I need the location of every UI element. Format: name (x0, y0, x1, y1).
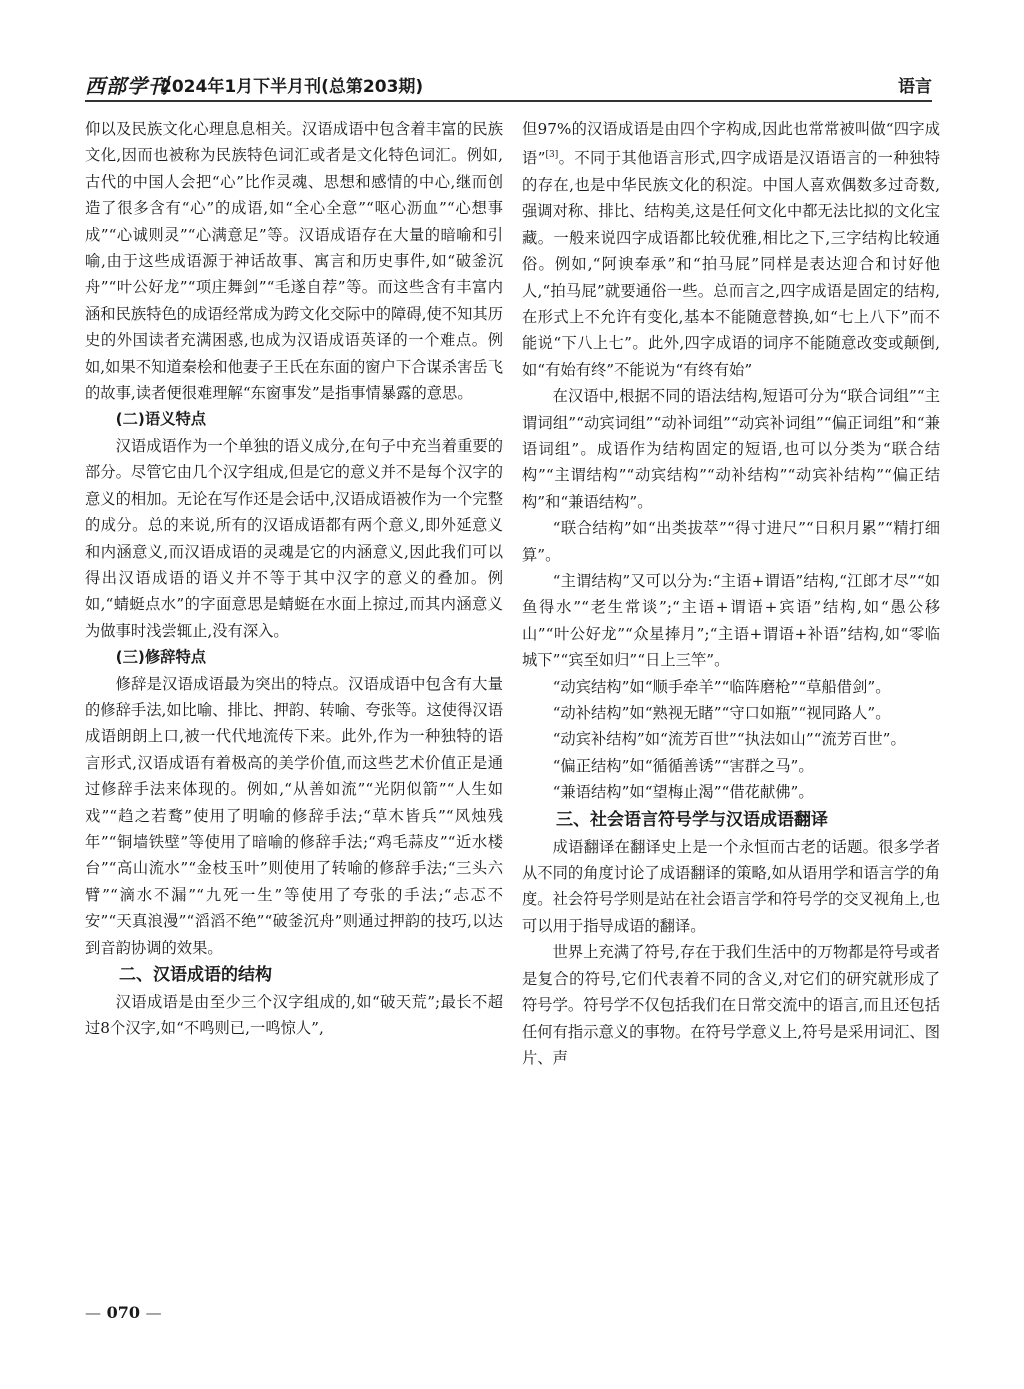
paragraph: “偏正结构”如“循循善诱”“害群之马”。 (552, 756, 814, 775)
paragraph: “兼语结构”如“望梅止渴”“借花献佛”。 (552, 783, 814, 802)
paragraph: 成语翻译在翻译史上是一个永恒而古老的话题。很多学者从不同的角度讨论了成语翻译的策略,如从语用学和语言学的角度。社会符号学则是站在社会语言学和符号学的交叉视角上,也可以用于指导成语的翻译。 (522, 837, 940, 935)
paragraph: 汉语成语作为一个单独的语义成分,在句子中充当着重要的部分。尽管它由几个汉字组成,但是它的意义并不是每个汉字的意义的相加。无论在写作还是会话中,汉语成语被作为一个完整的成分。总的来说,所有的汉语成语都有两个意义,即外延意义和内涵意义,而汉语成语的灵魂是它的内涵意义,因此我们可以得出汉语成语的语义并不等于其中汉字的意义的叠加。例如,“蜻蜓点水”的字面意思是蜻蜓在水面上掠过,而其内涵意义为做事时浅尝辄止,没有深入。 (85, 436, 503, 640)
header-rule (85, 100, 932, 102)
subheading-semantic: (二)语义特点 (115, 410, 207, 429)
page-footer (85, 1303, 162, 1322)
paragraph: “主谓结构”又可以分为:“主语+谓语”结构,“江郎才尽”“如鱼得水”“老生常谈”;“主语+谓语+宾语”结构,如“愚公移山”“叶公好龙”“众星捧月”;“主语+谓语+补语”结构,如“零临城下”“宾至如归”“日上三竿”。 (522, 572, 940, 670)
paragraph: “联合结构”如“出类拔萃”“得寸进尺”“日积月累”“精打细算”。 (522, 519, 940, 564)
paragraph: “动补结构”如“熟视无睹”“守口如瓶”“视同路人”。 (552, 704, 891, 723)
paragraph-text: 但97%的汉语成语是由四个字构成,因此也常常被叫做“四字成语” (522, 120, 940, 168)
paragraph-text: 。不同于其他语言形式,四字成语是汉语语言的一种独特的存在,也是中华民族文化的积淀。中国人喜欢偶数多过奇数,强调对称、排比、结构美,这是任何文化中都无法比拟的文化宝藏。一般来说四字成语都比较优雅,相比之下,三字结构比较通俗。例如,“阿谀奉承”和“拍马屁”同样是表达迎合和讨好他人,“拍马屁”就要通俗一些。总而言之,四字成语是固定的结构,在形式上不允许有变化,基本不能随意替换,如“七上八下”而不能说“下八上七”。此外,四字成语的词序不能随意改变或颠倒,如“有始有终”不能说为“有终有始” (522, 149, 940, 379)
journal-logo: 西部学刊 (85, 74, 169, 98)
citation-marker: [3] (545, 150, 559, 161)
section-heading-structure: 二、汉语成语的结构 (119, 965, 272, 985)
right-column (522, 116, 940, 1071)
paragraph: 仰以及民族文化心理息息相关。汉语成语中包含着丰富的民族文化,因而也被称为民族特色词汇或者是文化特色词汇。例如,古代的中国人会把“心”比作灵魂、思想和感情的中心,继而创造了很多含有“心”的成语,如“全心全意”“呕心沥血”“心想事成”“心诚则灵”“心满意足”等。汉语成语存在大量的暗喻和引喻,由于这些成语源于神话故事、寓言和历史事件,如“破釜沉舟”“叶公好龙”“项庄舞剑”“毛遂自荐”等。而这些含有丰富内涵和民族特色的成语经常成为跨文化交际中的障碍,使不知其历史的外国读者充满困惑,也成为汉语成语英译的一个难点。例如,如果不知道秦桧和他妻子王氏在东面的窗户下合谋杀害岳飞的故事,读者便很难理解“东窗事发”是指事情暴露的意思。 (85, 120, 503, 403)
running-header (85, 68, 932, 98)
paragraph: 世界上充满了符号,存在于我们生活中的万物都是符号或者是复合的符号,它们代表着不同的含义,对它们的研究就形成了符号学。符号学不仅包括我们在日常交流中的语言,而且还包括任何有指示意义的事物。在符号学意义上,符号是采用词汇、图片、声 (522, 943, 940, 1067)
page-number: 070 (106, 1303, 140, 1322)
section-heading-sociosemiotics: 三、社会语言符号学与汉语成语翻译 (556, 809, 828, 830)
paragraph: “动宾补结构”如“流芳百世”“执法如山”“流芳百世”。 (552, 730, 906, 749)
paragraph: 在汉语中,根据不同的语法结构,短语可分为“联合词组”“主谓词组”“动宾词组”“动补词组”“动宾补词组”“偏正词组”和“兼语词组”。成语作为结构固定的短语,也可以分类为“联合结构”“主谓结构”“动宾结构”“动补结构”“动宾补结构”“偏正结构”和“兼语结构”。 (522, 387, 940, 511)
paragraph: 修辞是汉语成语最为突出的特点。汉语成语中包含有大量的修辞手法,如比喻、排比、押韵、转喻、夸张等。这使得汉语成语朗朗上口,被一代代地流传下来。此外,作为一种独特的语言形式,汉语成语有着极高的美学价值,而这些艺术价值正是通过修辞手法来体现的。例如,“从善如流”“光阴似箭”“人生如戏”“趋之若鹜”使用了明喻的修辞手法;“草木皆兵”“风烛残年”“铜墙铁壁”等使用了暗喻的修辞手法;“鸡毛蒜皮”“近水楼台”“高山流水”“金枝玉叶”则使用了转喻的修辞手法;“三头六臂”“滴水不漏”“九死一生”等使用了夸张的手法;“忐忑不安”“天真浪漫”“滔滔不绝”“破釜沉舟”则通过押韵的技巧,以达到音韵协调的效果。 (85, 674, 503, 957)
section-label: 语言 (898, 77, 932, 97)
footer-dash-left: — (85, 1303, 101, 1322)
issue-info: 2024年1月下半月刊(总第203期) (160, 77, 424, 97)
left-column (85, 116, 503, 1042)
subheading-rhetoric: (三)修辞特点 (115, 648, 207, 667)
paragraph (522, 116, 940, 383)
footer-dash-right: — (145, 1303, 162, 1322)
paragraph: 汉语成语是由至少三个汉字组成的,如“破天荒”;最长不超过8个汉字,如“不鸣则已,一鸣惊人”, (85, 993, 503, 1038)
paragraph: “动宾结构”如“顺手牵羊”“临阵磨枪”“草船借剑”。 (552, 677, 891, 696)
